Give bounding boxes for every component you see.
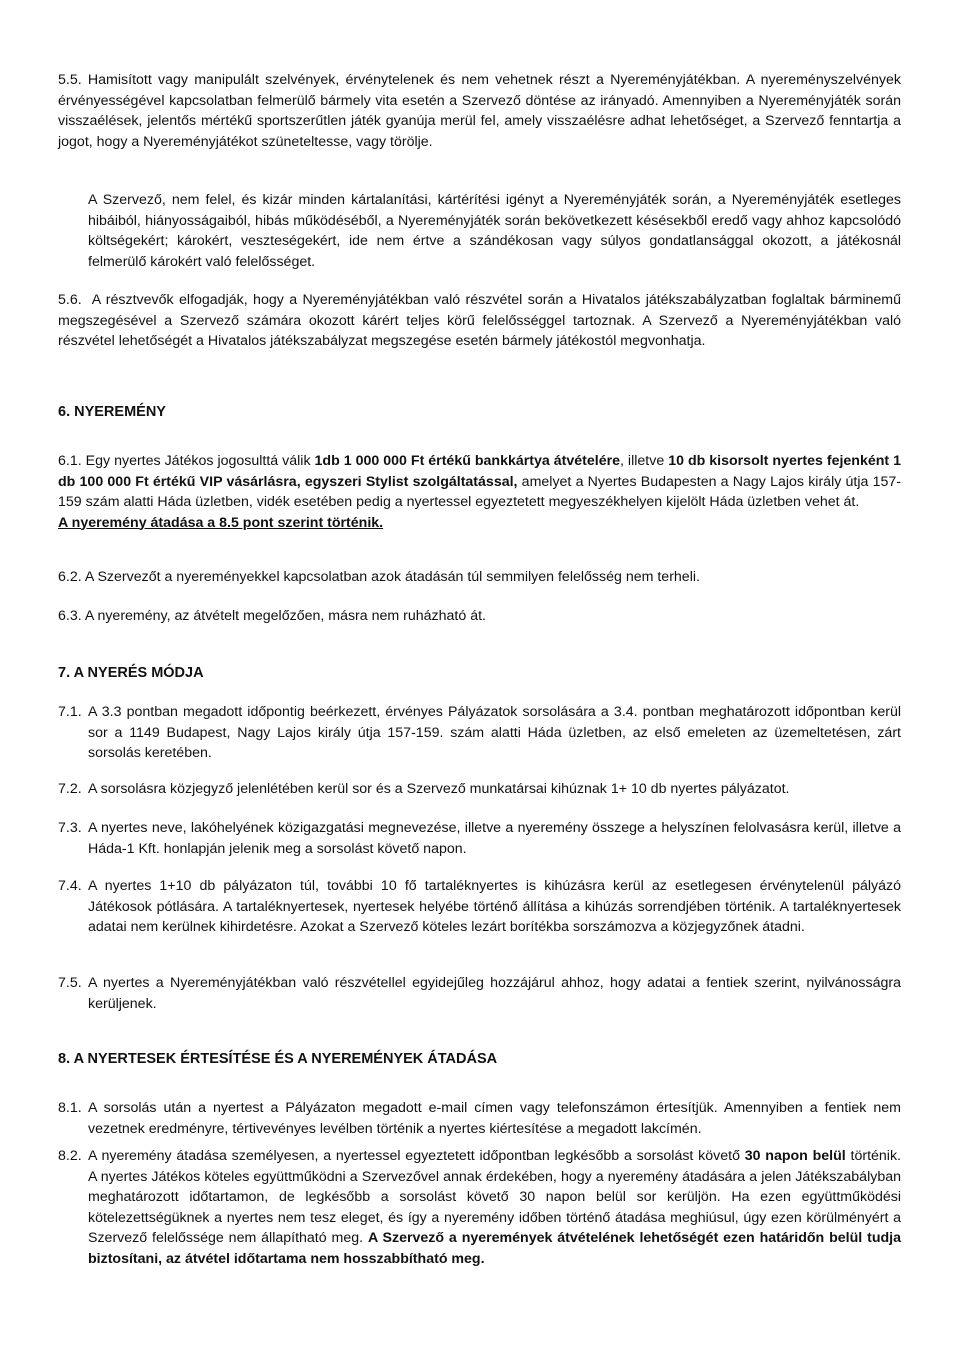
paragraph-text: A sorsolásra közjegyző jelenlétében kerül sor és a Szervező munkatársai kihúznak 1+ 10 db nyertes pályázatot. bbox=[88, 781, 790, 797]
paragraph-text: A sorsolás után a nyertest a Pályázaton megadott e-mail címen vagy telefonszámon értesítjük. Amennyiben a fentiek nem vezetnek eredményre, tértivevényes levélben történik a nyertes kiértesítése a megadott lakcímén. bbox=[88, 1100, 901, 1137]
text-run: történik. A nyertes Játékos köteles együttműködni a Szervezővel annak érdekében, hogy a nyeremény átadására a jelen Játékszabályban meghatározott időtartamon, de legkésőbb a sorsolást követő 30 napon belül sor kerüljön. Ha ezen együttműködési kötelezettségüknek a nyertes nem tesz eleget, és így a nyeremény időben történő átadása meghiúsul, úgy ezen körülményért a Szervező felelőssége nem állapítható meg. bbox=[88, 1148, 901, 1246]
paragraph-6-1 bbox=[58, 451, 901, 533]
section-number: 7.3. bbox=[58, 820, 82, 836]
paragraph-7-4 bbox=[58, 876, 901, 938]
paragraph-text: A Szervező, nem felel, és kizár minden kártalanítási, kártérítési igényt a Nyereményjáték során, a Nyereményjáték esetleges hibáiból, hiányosságaiból, hibás működéséből, a Nyereményjáték során bekövetkezett késésekből eredő vagy ahhoz kapcsolódó költségekért; károkért, veszteségekért, ide nem értve a szándékosan vagy súlyos gondatlansággal okozott, a játékosnál felmerülő károkért való felelősséget. bbox=[88, 192, 901, 270]
section-number: 7.4. bbox=[58, 878, 82, 894]
handover-note-underlined: A nyeremény átadása a 8.5 pont szerint történik. bbox=[58, 514, 384, 531]
heading-section-8: 8. A NYERTESEK ÉRTESÍTÉSE ÉS A NYEREMÉNYEK ÁTADÁSA bbox=[58, 1051, 498, 1067]
paragraph-8-1 bbox=[58, 1098, 901, 1139]
paragraph-text: A résztvevők elfogadják, hogy a Nyereményjátékban való részvétel során a Hivatalos játékszabályzatban foglaltak bárminemű megszegésével a Szervező számára okozott kárért teljes körű felelősséggel tartoznak. A Szervező a Nyereményjátékban való részvétel lehetőségét a Hivatalos játékszabályzat megszegése esetén bármely játékostól megvonhatja. bbox=[58, 292, 901, 349]
heading-section-6: 6. NYEREMÉNY bbox=[58, 404, 166, 420]
paragraph-7-1 bbox=[58, 702, 901, 764]
paragraph-text: , illetve bbox=[620, 453, 669, 469]
paragraph-text: A nyertes neve, lakóhelyének közigazgatási megnevezése, illetve a nyeremény összege a helyszínen felolvasásra kerül, illetve a Háda-1 Kft. honlapján jelenik meg a sorsolást követő napon. bbox=[88, 820, 901, 857]
heading-section-7: 7. A NYERÉS MÓDJA bbox=[58, 665, 204, 681]
paragraph-text: A nyertes a Nyereményjátékban való részvétellel egyidejűleg hozzájárul ahhoz, hogy adatai a fentiek szerint, nyilvánosságra kerüljenek. bbox=[88, 975, 901, 1012]
section-number: 7.2. bbox=[58, 781, 82, 797]
deadline-bold: 30 napon belül bbox=[744, 1148, 846, 1164]
section-number: 8.1. bbox=[58, 1100, 82, 1116]
section-number: 6.1. bbox=[58, 453, 82, 469]
paragraph-6-2: 6.2. A Szervezőt a nyereményekkel kapcsolatban azok átadásán túl semmilyen felelősség nem terheli. bbox=[58, 569, 700, 585]
final-notice-bold: A Szervező a nyeremények átvételének lehetőségét ezen határidőn belül tudja biztosítani, az átvétel időtartama nem hosszabbítható meg. bbox=[88, 1230, 901, 1267]
text-run: A nyeremény átadása személyesen, a nyertessel egyeztetett időpontban legkésőbb a sorsolást követő bbox=[88, 1148, 745, 1164]
paragraph-text bbox=[88, 1146, 901, 1269]
paragraph-text: Hamisított vagy manipulált szelvények, érvénytelenek és nem vehetnek részt a Nyereményjátékban. A nyereményszelvények érvényességével kapcsolatban felmerülő bármely vita esetén a Szervező döntése az irányadó. Amennyiben a Nyereményjáték során visszaélések, jelentős mértékű sportszerűtlen játék gyanúja merül fel, amely visszaélésre adhat lehetőséget, a Szervező fenntartja a jogot, hogy a Nyereményjátékot szüneteltesse, vagy törölje. bbox=[58, 72, 901, 150]
paragraph-5-6 bbox=[58, 290, 901, 352]
prize-secondary-bold: 10 db kisorsolt nyertes fejenként 1 db 100 000 Ft értékű VIP vásárlásra, egyszeri Stylist szolgáltatással, bbox=[58, 453, 901, 490]
paragraph-5-5-liability bbox=[88, 190, 901, 272]
prize-main-bold: 1db 1 000 000 Ft értékű bankkártya átvételére bbox=[314, 453, 621, 469]
paragraph-7-3 bbox=[58, 818, 901, 859]
section-number: 7.5. bbox=[58, 975, 82, 991]
section-number: 5.6. bbox=[58, 292, 82, 308]
paragraph-7-2 bbox=[58, 779, 901, 800]
paragraph-text: Egy nyertes Játékos jogosulttá válik bbox=[85, 453, 315, 469]
paragraph-text: amelyet a Nyertes Budapesten a Nagy Lajos király útja 157- 159 szám alatti Háda üzletben, vidék esetében pedig a nyertessel egyeztetett megyeszékhelyen kijelölt Háda üzletben vehet át. bbox=[58, 473, 901, 510]
paragraph-text: A nyertes 1+10 db pályázaton túl, további 10 fő tartaléknyertes is kihúzásra kerül az esetlegesen érvénytelenül pályázó Játékosok pótlására. A tartaléknyertesek, nyertesek helyébe történő állítása a kihúzás sorrendjében történik. A tartaléknyertesek adatai nem kerülnek kihirdetésre. Azokat a Szervező köteles lezárt borítékba sorszámozva a közjegyzőnek átadni. bbox=[88, 878, 901, 935]
paragraph-6-3: 6.3. A nyeremény, az átvételt megelőzően, másra nem ruházható át. bbox=[58, 608, 486, 624]
paragraph-text: A 3.3 pontban megadott időpontig beérkezett, érvényes Pályázatok sorsolására a 3.4. pontban meghatározott időpontban kerül sor a 1149 Budapest, Nagy Lajos király útja 157-159. szám alatti Háda üzletben, az első emeleten az üzemeltetésen, zárt sorsolás keretében. bbox=[88, 704, 901, 761]
paragraph-7-5 bbox=[58, 973, 901, 1014]
paragraph-5-5 bbox=[58, 70, 901, 152]
section-number: 8.2. bbox=[58, 1148, 82, 1164]
paragraph-8-2 bbox=[58, 1146, 901, 1269]
section-number: 5.5. bbox=[58, 72, 82, 88]
section-number: 7.1. bbox=[58, 704, 82, 720]
